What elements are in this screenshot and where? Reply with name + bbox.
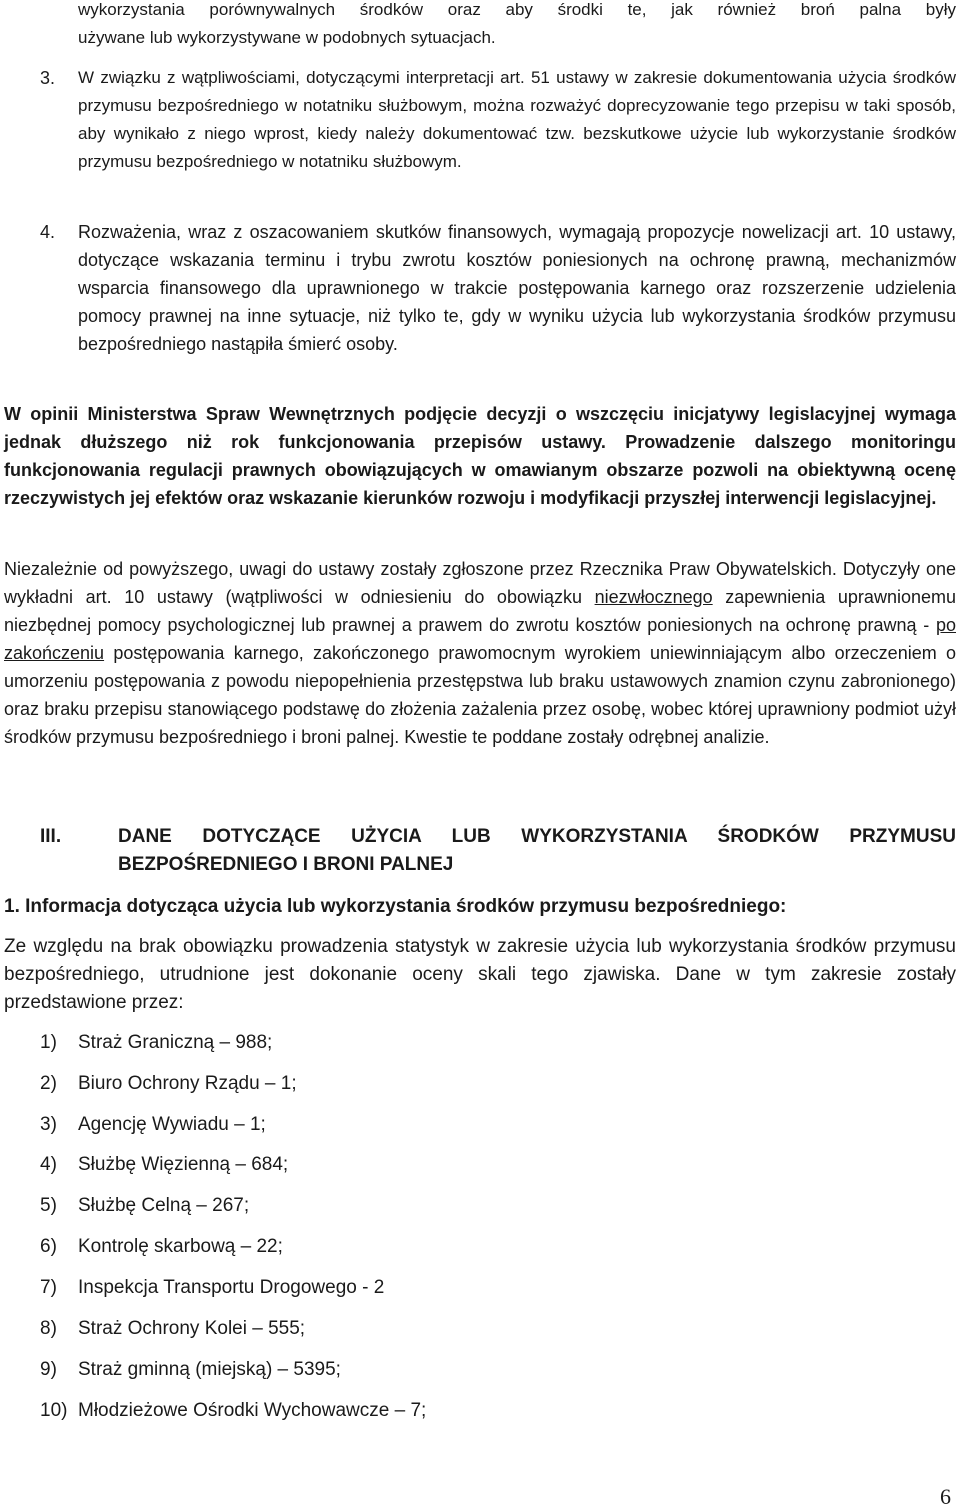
list-item-number: 10)	[40, 1400, 68, 1421]
list-item-number: 5)	[40, 1195, 57, 1216]
page-number: 6	[940, 1484, 951, 1509]
rpo-underlined-niezwlocznego: niezwłocznego	[594, 587, 713, 607]
point4-number: 4.	[40, 222, 56, 242]
top-fragment-line1: wykorzystania porównywalnych środków oraz aby środki te, jak również broń palna były	[78, 0, 956, 19]
section-3-roman: III.	[40, 826, 62, 847]
list-item-number: 2)	[40, 1073, 57, 1094]
rpo-text-c: postępowania karnego, zakończonego prawomocnym wyrokiem uniewinniającym albo orzeczeniem o umorzeniu postępowania z powodu niepopełnienia przestępstwa lub braku ustawowych znamion czynu zabronionego) oraz braku przepisu stanowiącego podstawę do złożenia zażalenia przez osobę, wobec której uprawniony podmiot użył środków przymusu bezpośredniego i broni palnej. Kwestie te poddane zostały odrębnej analizie.	[4, 643, 956, 747]
list-item-text: Straż Graniczną – 988;	[78, 1032, 273, 1053]
list-item	[40, 1151, 288, 1179]
list-item-number: 1)	[40, 1032, 57, 1053]
list-item-text: Agencję Wywiadu – 1;	[78, 1114, 266, 1135]
list-item	[40, 1356, 341, 1384]
list-item-text: Młodzieżowe Ośrodki Wychowawcze – 7;	[78, 1400, 427, 1421]
list-item-number: 6)	[40, 1236, 57, 1257]
list-item	[40, 1397, 426, 1425]
ministry-opinion: W opinii Ministerstwa Spraw Wewnętrznych podjęcie decyzji o wszczęciu inicjatywy legislacyjnej wymaga jednak dłuższego niż rok funkcjonowania przepisów ustawy. Prowadzenie dalszego monitoringu funkcjonowania regulacji prawnych obowiązujących w omawianym obszarze pozwoli na obiektywną ocenę rzeczywistych jej efektów oraz wskazanie kierunków rozwoju i modyfikacji przyszłej interwencji legislacyjnej.	[4, 404, 956, 508]
top-fragment	[78, 0, 956, 52]
list-item	[40, 1233, 283, 1261]
list-item-text: Służbę Celną – 267;	[78, 1195, 250, 1216]
list-item-number: 9)	[40, 1359, 57, 1380]
list-item-text: Biuro Ochrony Rządu – 1;	[78, 1073, 297, 1094]
list-item-text: Straż gminną (miejską) – 5395;	[78, 1359, 341, 1380]
rpo-paragraph	[4, 555, 956, 751]
list-item-text: Kontrolę skarbową – 22;	[78, 1236, 283, 1257]
subheading-1: 1. Informacja dotycząca użycia lub wykorzystania środków przymusu bezpośredniego:	[4, 896, 787, 917]
point3-text: W związku z wątpliwościami, dotyczącymi interpretacji art. 51 ustawy w zakresie dokumentowania użycia środków przymusu bezpośredniego w notatniku służbowym, można rozważyć doprecyzowanie tego przepisu w taki sposób, aby wynikało z niego wprost, kiedy należy dokumentować tzw. bezskutkowe użycie lub wykorzystanie środków przymusu bezpośredniego w notatniku służbowym.	[78, 68, 956, 171]
list-item	[40, 1315, 305, 1343]
list-item-number: 3)	[40, 1114, 57, 1135]
section-3-title-line1: DANE DOTYCZĄCE UŻYCIA LUB WYKORZYSTANIA ŚRODKÓW PRZYMUSU	[118, 826, 956, 847]
list-item	[40, 1192, 249, 1220]
list-item-text: Służbę Więzienną – 684;	[78, 1154, 289, 1175]
point3-number: 3.	[40, 68, 56, 88]
list-item-text: Straż Ochrony Kolei – 555;	[78, 1318, 306, 1339]
top-fragment-line2: używane lub wykorzystywane w podobnych sytuacjach.	[78, 28, 496, 47]
list-item-number: 8)	[40, 1318, 57, 1339]
point4-text: Rozważenia, wraz z oszacowaniem skutków finansowych, wymagają propozycje nowelizacji art. 10 ustawy, dotyczące wskazania terminu i trybu zwrotu kosztów poniesionych na ochronę prawną, mechanizmów wsparcia finansowego dla uprawnionego w trakcie postępowania karnego oraz rozszerzenie udzielenia pomocy prawnej na inne sytuacje, niż tylko te, gdy w wyniku użycia lub wykorzystania środków przymusu bezpośredniego nastąpiła śmierć osoby.	[78, 222, 956, 354]
intro-paragraph: Ze względu na brak obowiązku prowadzenia statystyk w zakresie użycia lub wykorzystania środków przymusu bezpośredniego, utrudnione jest dokonanie oceny skali tego zjawiska. Dane w tym zakresie zostały przedstawione przez:	[4, 936, 956, 1013]
section-3-title-line2: BEZPOŚREDNIEGO I BRONI PALNEJ	[118, 854, 454, 875]
list-item	[40, 1111, 266, 1139]
rpo-underlined-po-zakonczeniu: po zakończeniu	[4, 615, 956, 663]
rpo-text-b: zapewnienia uprawnionemu niezbędnej pomocy psychologicznej lub prawnej a prawem do zwrotu kosztów poniesionych na ochronę prawną -	[4, 587, 956, 635]
list-item	[40, 1029, 272, 1057]
rpo-text-a: Niezależnie od powyższego, uwagi do ustawy zostały zgłoszone przez Rzecznika Praw Obywatelskich. Dotyczyły one wykładni art. 10 ustawy (wątpliwości w odniesieniu do obowiązku	[4, 559, 956, 607]
list-item	[40, 1274, 384, 1302]
list-item-text: Inspekcja Transportu Drogowego - 2	[78, 1277, 385, 1298]
list-item-number: 7)	[40, 1277, 57, 1298]
list-item-number: 4)	[40, 1154, 57, 1175]
list-item	[40, 1070, 297, 1098]
